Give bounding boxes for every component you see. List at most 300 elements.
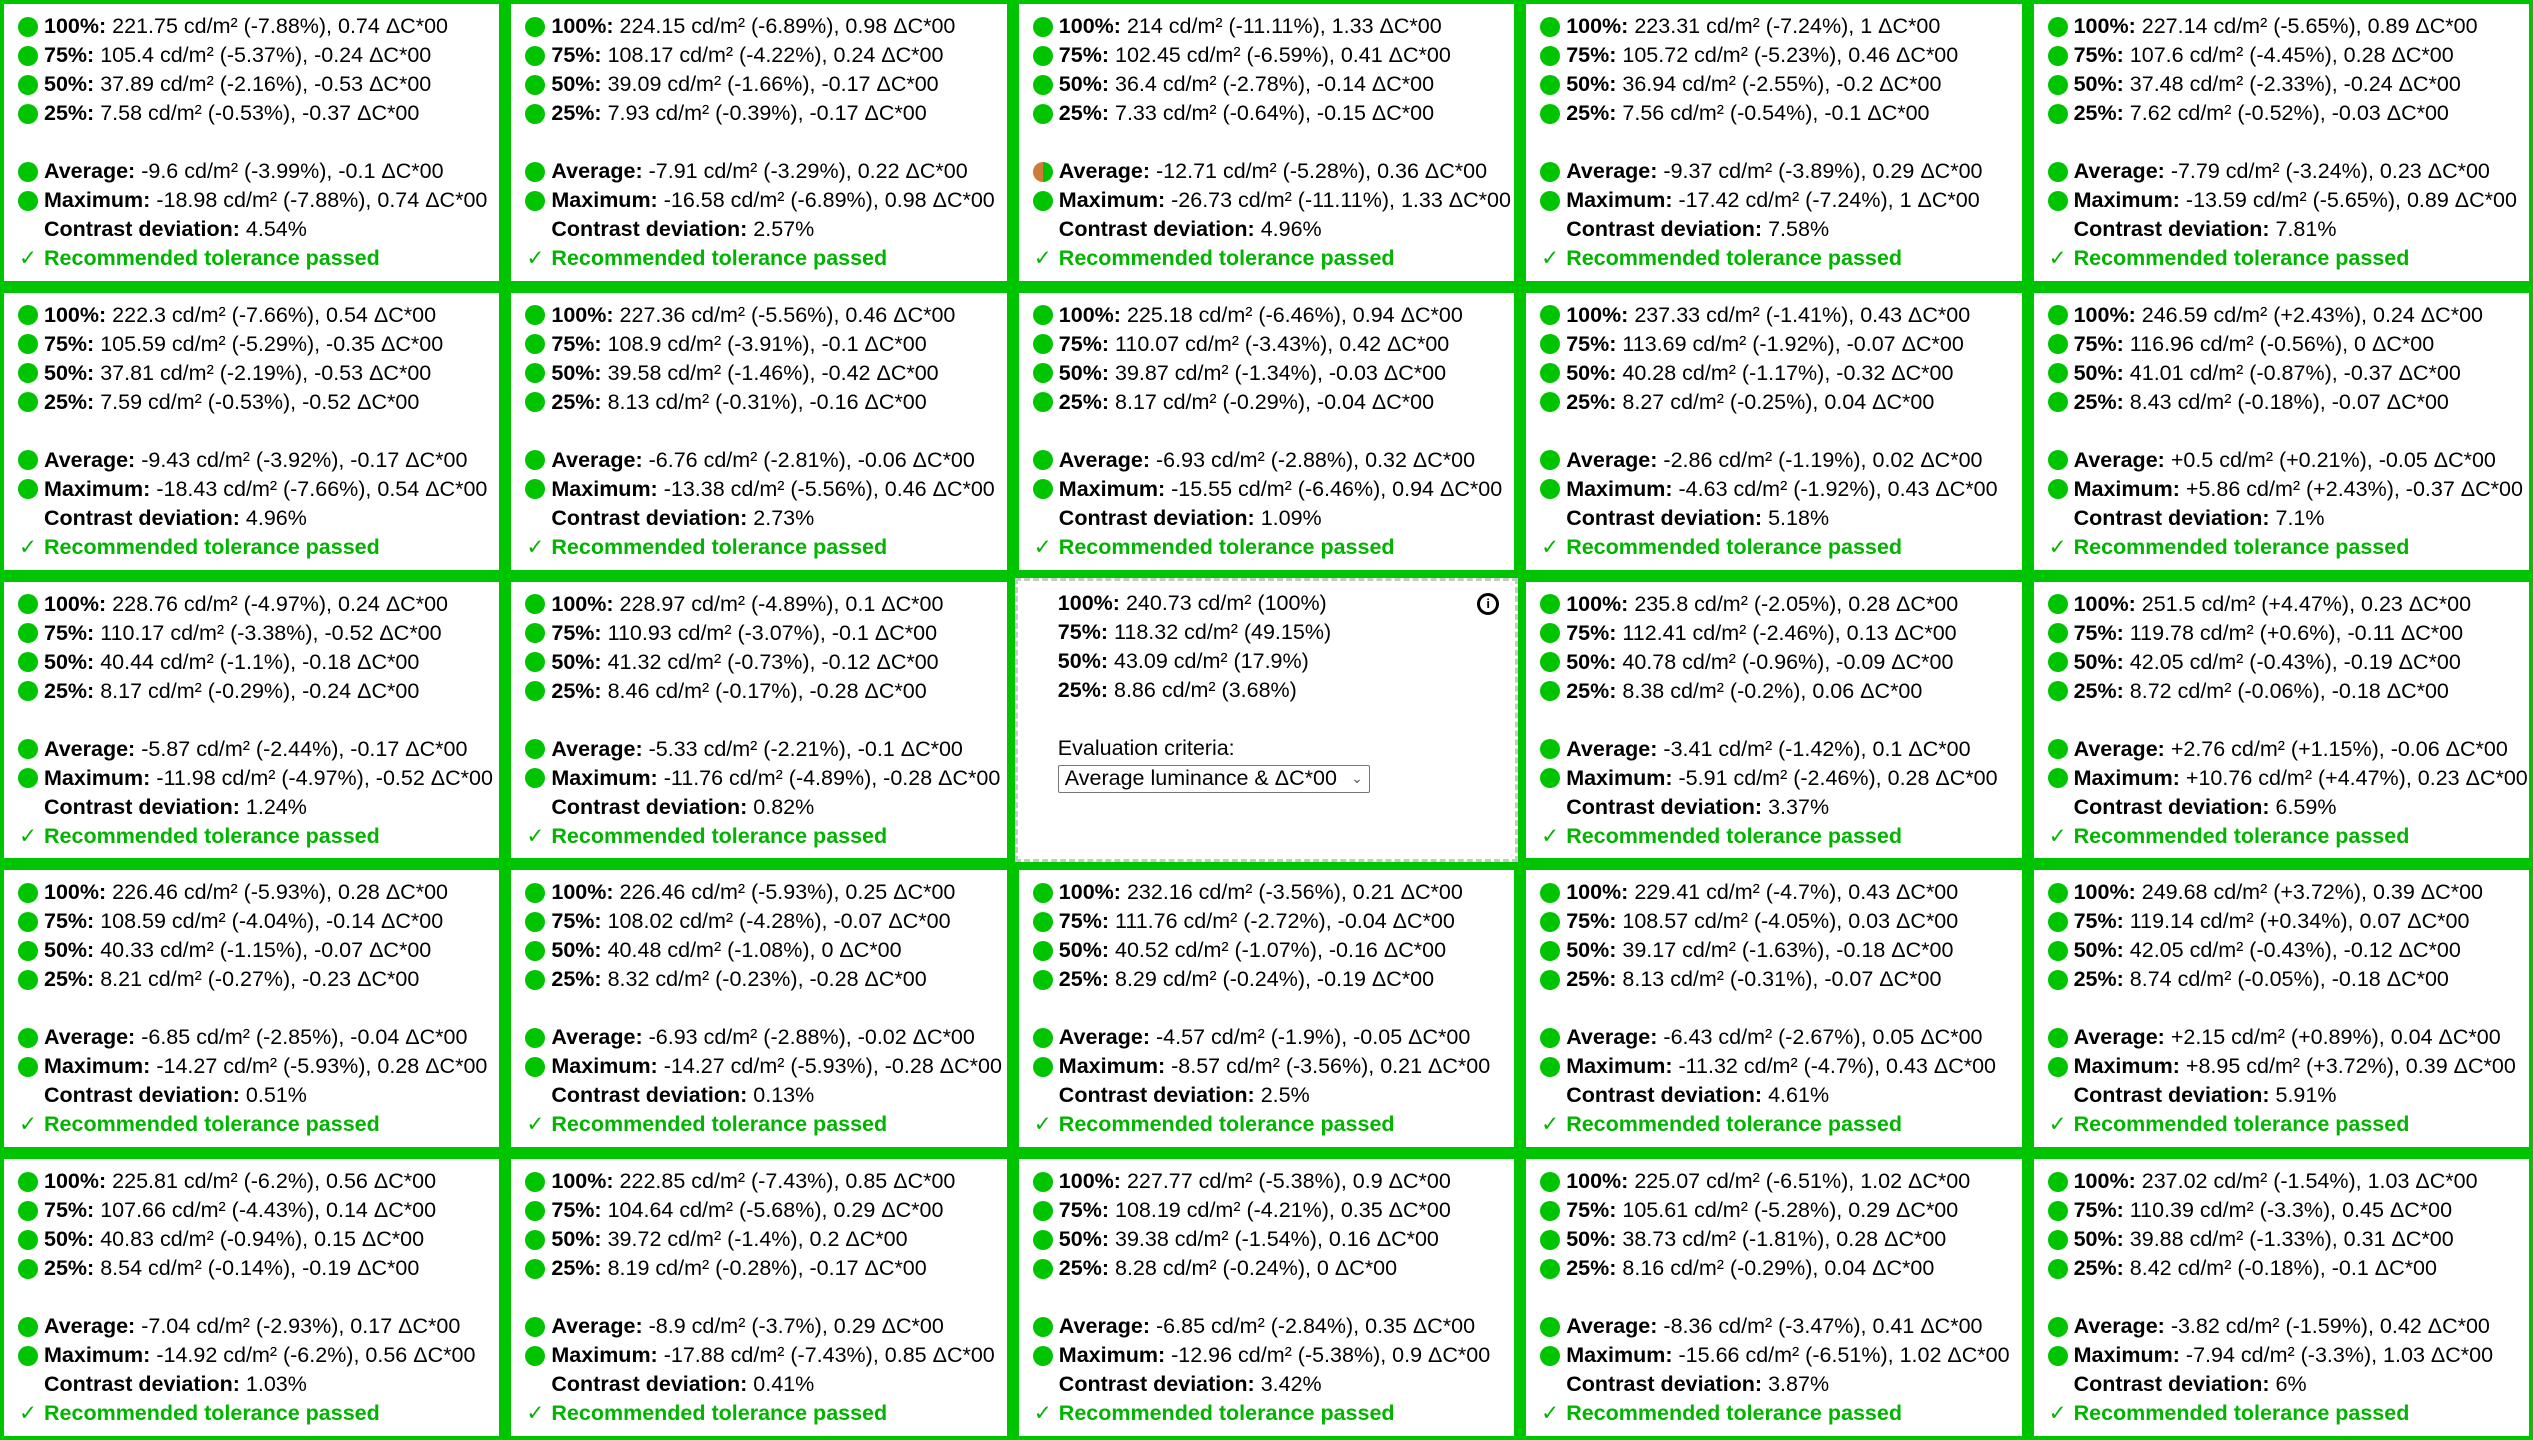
row-50 bbox=[1540, 70, 2011, 99]
row-25-label: 25%: bbox=[2073, 678, 2124, 703]
row-75 bbox=[525, 907, 996, 936]
row-tolerance bbox=[2048, 822, 2519, 851]
row-maximum bbox=[2048, 1052, 2519, 1081]
row-25 bbox=[2048, 965, 2519, 994]
row-75-label: 75%: bbox=[2073, 331, 2124, 356]
status-dot-icon bbox=[18, 1230, 38, 1250]
row-average bbox=[1540, 735, 2011, 764]
row-100 bbox=[2048, 301, 2519, 330]
row-average-label: Average: bbox=[551, 1025, 643, 1050]
row-50-value: 37.48 cd/m² (-2.33%), -0.24 ΔC*00 bbox=[2129, 72, 2461, 96]
row-maximum bbox=[2048, 1341, 2519, 1370]
row-25-value: 8.13 cd/m² (-0.31%), -0.16 ΔC*00 bbox=[607, 389, 927, 414]
row-50-value: 40.78 cd/m² (-0.96%), -0.09 ΔC*00 bbox=[1622, 649, 1954, 674]
row-maximum bbox=[1540, 186, 2011, 215]
status-dot-icon bbox=[2048, 970, 2068, 990]
status-dot-icon bbox=[1540, 941, 1560, 961]
check-icon: ✓ bbox=[18, 1112, 37, 1137]
check-icon: ✓ bbox=[2048, 1401, 2067, 1426]
row-maximum-value: -12.96 cd/m² (-5.38%), 0.9 ΔC*00 bbox=[1171, 1343, 1491, 1368]
row-75-label: 75%: bbox=[551, 1198, 602, 1223]
warning-dot-icon bbox=[1033, 162, 1053, 182]
row-contrast-label: Contrast deviation: bbox=[551, 1372, 748, 1397]
row-50-label: 50%: bbox=[551, 649, 602, 674]
row-50 bbox=[2048, 1225, 2519, 1254]
status-dot-icon bbox=[2048, 363, 2068, 383]
row-contrast bbox=[525, 504, 996, 533]
row-average-label: Average: bbox=[1566, 736, 1658, 761]
row-50-value: 39.38 cd/m² (-1.54%), 0.16 ΔC*00 bbox=[1115, 1227, 1439, 1252]
measurement-cell bbox=[507, 289, 1010, 574]
row-maximum-value: -13.38 cd/m² (-5.56%), 0.46 ΔC*00 bbox=[663, 476, 995, 501]
status-dot-icon bbox=[18, 479, 38, 499]
row-average-value: -2.86 cd/m² (-1.19%), 0.02 ΔC*00 bbox=[1663, 447, 1983, 472]
info-icon[interactable]: i bbox=[1477, 593, 1499, 615]
row-tolerance bbox=[525, 1110, 996, 1139]
row-100-value: 227.14 cd/m² (-5.65%), 0.89 ΔC*00 bbox=[2141, 14, 2478, 38]
row-75-value: 113.69 cd/m² (-1.92%), -0.07 ΔC*00 bbox=[1622, 331, 1964, 356]
status-dot-icon bbox=[18, 17, 38, 37]
row-average-label: Average: bbox=[2073, 1025, 2165, 1050]
row-contrast-label: Contrast deviation: bbox=[2073, 1372, 2270, 1397]
status-dot-icon bbox=[1540, 1201, 1560, 1221]
row-25 bbox=[525, 99, 996, 128]
status-dot-icon bbox=[1033, 912, 1053, 932]
row-25 bbox=[1033, 965, 1504, 994]
row-50-value: 40.48 cd/m² (-1.08%), 0 ΔC*00 bbox=[607, 938, 902, 963]
row-contrast-label: Contrast deviation: bbox=[1566, 505, 1763, 530]
row-25-value: 8.27 cd/m² (-0.25%), 0.04 ΔC*00 bbox=[1622, 389, 1935, 414]
row-50-label: 50%: bbox=[551, 938, 602, 963]
row-25-value: 7.58 cd/m² (-0.53%), -0.37 ΔC*00 bbox=[100, 101, 420, 125]
row-tolerance-label: Recommended tolerance passed bbox=[1058, 246, 1395, 270]
row-100-value: 225.81 cd/m² (-6.2%), 0.56 ΔC*00 bbox=[112, 1169, 437, 1194]
status-dot-icon bbox=[1033, 941, 1053, 961]
row-100-value: 222.3 cd/m² (-7.66%), 0.54 ΔC*00 bbox=[112, 302, 437, 327]
row-tolerance-label: Recommended tolerance passed bbox=[1058, 1112, 1395, 1137]
row-100-value: 224.15 cd/m² (-6.89%), 0.98 ΔC*00 bbox=[619, 14, 956, 38]
row-average bbox=[525, 446, 996, 475]
row-50-label: 50%: bbox=[44, 360, 95, 385]
status-dot-icon bbox=[2048, 191, 2068, 211]
row-25-value: 8.72 cd/m² (-0.06%), -0.18 ΔC*00 bbox=[2129, 678, 2449, 703]
row-average-value: -6.93 cd/m² (-2.88%), 0.32 ΔC*00 bbox=[1156, 447, 1476, 472]
row-50-value: 39.09 cd/m² (-1.66%), -0.17 ΔC*00 bbox=[607, 72, 939, 96]
measurement-cell bbox=[1522, 578, 2025, 863]
row-tolerance bbox=[2048, 1110, 2519, 1139]
row-maximum-label: Maximum: bbox=[1566, 1343, 1673, 1368]
status-dot-icon bbox=[18, 104, 38, 124]
row-maximum-value: -5.91 cd/m² (-2.46%), 0.28 ΔC*00 bbox=[1678, 765, 1998, 790]
row-25-value: 8.38 cd/m² (-0.2%), 0.06 ΔC*00 bbox=[1622, 678, 1923, 703]
status-dot-icon bbox=[1540, 883, 1560, 903]
row-tolerance-label: Recommended tolerance passed bbox=[1566, 534, 1902, 559]
check-icon: ✓ bbox=[18, 534, 37, 559]
row-average-value: -12.71 cd/m² (-5.28%), 0.36 ΔC*00 bbox=[1156, 159, 1488, 183]
status-dot-icon bbox=[1540, 623, 1560, 643]
status-dot-icon bbox=[1033, 970, 1053, 990]
row-50 bbox=[18, 648, 489, 677]
evaluation-criteria-value: Average luminance & ΔC*00 bbox=[1064, 766, 1337, 791]
row-100-value: 246.59 cd/m² (+2.43%), 0.24 ΔC*00 bbox=[2141, 302, 2483, 327]
row-100 bbox=[18, 301, 489, 330]
row-tolerance-label: Recommended tolerance passed bbox=[551, 246, 888, 270]
row-50-label: 50%: bbox=[2073, 649, 2124, 674]
row-maximum bbox=[525, 1341, 996, 1370]
row-maximum-label: Maximum: bbox=[551, 1054, 658, 1079]
row-contrast-value: 4.54% bbox=[245, 217, 307, 241]
measurement-cell bbox=[2030, 1155, 2533, 1440]
ref-p25-value: 8.86 cd/m² (3.68%) bbox=[1114, 677, 1297, 702]
status-dot-icon bbox=[525, 1317, 545, 1337]
check-icon: ✓ bbox=[526, 1401, 545, 1426]
row-100-label: 100%: bbox=[44, 880, 107, 905]
status-dot-icon bbox=[1033, 392, 1053, 412]
check-icon: ✓ bbox=[526, 534, 545, 559]
row-100 bbox=[525, 878, 996, 907]
row-100-value: 222.85 cd/m² (-7.43%), 0.85 ΔC*00 bbox=[619, 1169, 956, 1194]
row-tolerance-label: Recommended tolerance passed bbox=[44, 1401, 380, 1426]
status-dot-icon bbox=[525, 46, 545, 66]
row-average-label: Average: bbox=[2073, 1314, 2165, 1339]
row-contrast-value: 2.5% bbox=[1260, 1083, 1310, 1108]
row-25 bbox=[18, 965, 489, 994]
row-tolerance bbox=[18, 822, 489, 851]
row-tolerance bbox=[1540, 533, 2011, 562]
status-dot-icon bbox=[2048, 739, 2068, 759]
row-contrast bbox=[18, 215, 489, 244]
row-50-label: 50%: bbox=[2073, 360, 2124, 385]
row-50-value: 37.81 cd/m² (-2.19%), -0.53 ΔC*00 bbox=[100, 360, 432, 385]
row-25-value: 8.19 cd/m² (-0.28%), -0.17 ΔC*00 bbox=[607, 1256, 927, 1281]
row-100-label: 100%: bbox=[551, 591, 614, 616]
row-75-label: 75%: bbox=[1058, 909, 1109, 934]
ref-p100-value: 240.73 cd/m² (100%) bbox=[1125, 590, 1327, 615]
check-icon: ✓ bbox=[1033, 1112, 1052, 1137]
row-75-label: 75%: bbox=[1566, 909, 1617, 934]
row-contrast-label: Contrast deviation: bbox=[1566, 1372, 1763, 1397]
status-dot-icon bbox=[18, 334, 38, 354]
row-average bbox=[1540, 446, 2011, 475]
status-dot-icon bbox=[1033, 1230, 1053, 1250]
row-maximum-label: Maximum: bbox=[1566, 765, 1673, 790]
status-dot-icon bbox=[18, 768, 38, 788]
row-average bbox=[18, 1312, 489, 1341]
row-50-value: 42.05 cd/m² (-0.43%), -0.19 ΔC*00 bbox=[2129, 649, 2461, 674]
row-100-label: 100%: bbox=[1566, 880, 1629, 905]
row-75 bbox=[525, 619, 996, 648]
row-average bbox=[18, 735, 489, 764]
row-100 bbox=[1033, 12, 1504, 41]
row-50-label: 50%: bbox=[551, 1227, 602, 1252]
row-25-label: 25%: bbox=[551, 389, 602, 414]
check-icon: ✓ bbox=[18, 1401, 37, 1426]
row-50 bbox=[1540, 359, 2011, 388]
row-25-label: 25%: bbox=[1566, 967, 1617, 992]
row-100-label: 100%: bbox=[2073, 880, 2136, 905]
row-100 bbox=[1540, 301, 2011, 330]
status-dot-icon bbox=[2048, 1230, 2068, 1250]
row-maximum-label: Maximum: bbox=[551, 476, 658, 501]
ref-row-p25 bbox=[1058, 676, 1505, 705]
measurement-cell bbox=[0, 578, 503, 863]
row-25-label: 25%: bbox=[551, 678, 602, 703]
row-100 bbox=[525, 12, 996, 41]
row-100 bbox=[2048, 1167, 2519, 1196]
row-contrast bbox=[2048, 1370, 2519, 1399]
row-75-value: 116.96 cd/m² (-0.56%), 0 ΔC*00 bbox=[2129, 331, 2435, 356]
row-50 bbox=[2048, 648, 2519, 677]
status-dot-icon bbox=[1540, 305, 1560, 325]
row-maximum bbox=[18, 186, 489, 215]
row-75 bbox=[1540, 41, 2011, 70]
status-dot-icon bbox=[1540, 1230, 1560, 1250]
row-average bbox=[1033, 1023, 1504, 1052]
row-25 bbox=[525, 1254, 996, 1283]
row-100 bbox=[2048, 590, 2519, 619]
row-maximum-value: -18.43 cd/m² (-7.66%), 0.54 ΔC*00 bbox=[156, 476, 488, 501]
row-contrast-value: 6% bbox=[2275, 1372, 2307, 1397]
row-maximum bbox=[18, 1341, 489, 1370]
row-75-label: 75%: bbox=[1058, 1198, 1109, 1223]
row-50-value: 39.72 cd/m² (-1.4%), 0.2 ΔC*00 bbox=[607, 1227, 908, 1252]
row-100 bbox=[525, 590, 996, 619]
row-maximum-label: Maximum: bbox=[2073, 1054, 2180, 1079]
row-75-value: 105.72 cd/m² (-5.23%), 0.46 ΔC*00 bbox=[1622, 43, 1959, 67]
row-75-label: 75%: bbox=[44, 1198, 95, 1223]
status-dot-icon bbox=[18, 652, 38, 672]
row-maximum-label: Maximum: bbox=[551, 1343, 658, 1368]
check-icon: ✓ bbox=[2048, 823, 2067, 848]
row-75 bbox=[2048, 41, 2519, 70]
row-100-value: 227.77 cd/m² (-5.38%), 0.9 ΔC*00 bbox=[1126, 1169, 1451, 1194]
status-dot-icon bbox=[2048, 1028, 2068, 1048]
status-dot-icon bbox=[2048, 1346, 2068, 1366]
status-dot-icon bbox=[18, 1028, 38, 1048]
row-50-label: 50%: bbox=[1058, 360, 1109, 385]
row-100-value: 226.46 cd/m² (-5.93%), 0.28 ΔC*00 bbox=[112, 880, 448, 905]
row-75 bbox=[2048, 330, 2519, 359]
row-contrast-value: 7.81% bbox=[2275, 217, 2337, 241]
measurement-cell bbox=[2030, 578, 2533, 863]
row-tolerance-label: Recommended tolerance passed bbox=[551, 534, 888, 559]
row-average-label: Average: bbox=[2073, 159, 2165, 183]
row-100-value: 221.75 cd/m² (-7.88%), 0.74 ΔC*00 bbox=[112, 14, 448, 38]
status-dot-icon bbox=[1540, 652, 1560, 672]
row-contrast bbox=[18, 793, 489, 822]
row-average-label: Average: bbox=[44, 1025, 136, 1050]
row-contrast bbox=[2048, 504, 2519, 533]
status-dot-icon bbox=[525, 652, 545, 672]
measurement-cell bbox=[1522, 289, 2025, 574]
row-contrast-label: Contrast deviation: bbox=[2073, 505, 2270, 530]
status-dot-icon bbox=[18, 1346, 38, 1366]
row-contrast-value: 3.87% bbox=[1768, 1372, 1830, 1397]
status-dot-icon bbox=[1540, 17, 1560, 37]
row-contrast-value: 6.59% bbox=[2275, 794, 2337, 819]
row-100-label: 100%: bbox=[44, 1169, 107, 1194]
row-75 bbox=[1033, 330, 1504, 359]
row-100 bbox=[1033, 878, 1504, 907]
row-contrast-label: Contrast deviation: bbox=[2073, 1083, 2270, 1108]
row-100-value: 249.68 cd/m² (+3.72%), 0.39 ΔC*00 bbox=[2141, 880, 2483, 905]
row-maximum-value: -26.73 cd/m² (-11.11%), 1.33 ΔC*00 bbox=[1171, 188, 1511, 212]
row-contrast-value: 4.96% bbox=[245, 505, 307, 530]
row-contrast-label: Contrast deviation: bbox=[44, 1372, 240, 1397]
row-average-value: -7.91 cd/m² (-3.29%), 0.22 ΔC*00 bbox=[648, 159, 968, 183]
status-dot-icon bbox=[525, 1172, 545, 1192]
row-contrast-value: 3.42% bbox=[1260, 1372, 1322, 1397]
row-tolerance bbox=[1540, 822, 2011, 851]
row-contrast bbox=[1033, 1081, 1504, 1110]
status-dot-icon bbox=[1540, 594, 1560, 614]
row-tolerance-label: Recommended tolerance passed bbox=[44, 823, 380, 848]
row-100-label: 100%: bbox=[44, 591, 107, 616]
row-50-label: 50%: bbox=[2073, 938, 2124, 963]
row-average-value: -6.93 cd/m² (-2.88%), -0.02 ΔC*00 bbox=[648, 1025, 975, 1050]
status-dot-icon bbox=[2048, 75, 2068, 95]
ref-row-p50 bbox=[1058, 647, 1505, 676]
row-75-label: 75%: bbox=[1566, 43, 1617, 67]
row-maximum bbox=[1033, 186, 1511, 215]
row-50 bbox=[525, 1225, 996, 1254]
row-maximum-label: Maximum: bbox=[2073, 188, 2180, 212]
row-75 bbox=[1540, 330, 2011, 359]
row-75 bbox=[1033, 907, 1504, 936]
measurement-cell bbox=[0, 1155, 503, 1440]
status-dot-icon bbox=[1033, 1172, 1053, 1192]
row-contrast bbox=[525, 793, 996, 822]
row-75-value: 111.76 cd/m² (-2.72%), -0.04 ΔC*00 bbox=[1115, 909, 1455, 934]
status-dot-icon bbox=[1033, 104, 1053, 124]
status-dot-icon bbox=[2048, 623, 2068, 643]
status-dot-icon bbox=[2048, 1201, 2068, 1221]
row-average bbox=[525, 157, 996, 186]
status-dot-icon bbox=[2048, 883, 2068, 903]
row-75-value: 105.59 cd/m² (-5.29%), -0.35 ΔC*00 bbox=[100, 331, 444, 356]
row-25-label: 25%: bbox=[1566, 1256, 1617, 1281]
row-tolerance-label: Recommended tolerance passed bbox=[1566, 246, 1902, 270]
row-50-label: 50%: bbox=[44, 938, 95, 963]
row-contrast bbox=[18, 1081, 489, 1110]
row-contrast-label: Contrast deviation: bbox=[44, 505, 240, 530]
row-maximum-label: Maximum: bbox=[1566, 188, 1673, 212]
row-75 bbox=[1033, 1196, 1504, 1225]
row-25-value: 8.74 cd/m² (-0.05%), -0.18 ΔC*00 bbox=[2129, 967, 2449, 992]
row-50-label: 50%: bbox=[1566, 938, 1617, 963]
status-dot-icon bbox=[525, 191, 545, 211]
row-average-value: -7.04 cd/m² (-2.93%), 0.17 ΔC*00 bbox=[141, 1314, 461, 1339]
row-100-value: 235.8 cd/m² (-2.05%), 0.28 ΔC*00 bbox=[1634, 591, 1959, 616]
row-100-label: 100%: bbox=[2073, 302, 2136, 327]
row-100-value: 251.5 cd/m² (+4.47%), 0.23 ΔC*00 bbox=[2141, 591, 2472, 616]
row-100 bbox=[1033, 1167, 1504, 1196]
status-dot-icon bbox=[525, 623, 545, 643]
row-maximum-value: -14.27 cd/m² (-5.93%), -0.28 ΔC*00 bbox=[663, 1054, 1002, 1079]
row-50-value: 36.4 cd/m² (-2.78%), -0.14 ΔC*00 bbox=[1115, 72, 1435, 96]
row-maximum-label: Maximum: bbox=[44, 1054, 151, 1079]
row-tolerance-label: Recommended tolerance passed bbox=[2073, 1401, 2410, 1426]
evaluation-criteria-select[interactable] bbox=[1058, 765, 1370, 793]
row-50 bbox=[525, 648, 996, 677]
row-average-value: -3.82 cd/m² (-1.59%), 0.42 ΔC*00 bbox=[2170, 1314, 2490, 1339]
row-25 bbox=[18, 99, 489, 128]
status-dot-icon bbox=[2048, 450, 2068, 470]
row-75 bbox=[18, 619, 489, 648]
row-tolerance-label: Recommended tolerance passed bbox=[1058, 1401, 1395, 1426]
row-75-value: 107.66 cd/m² (-4.43%), 0.14 ΔC*00 bbox=[100, 1198, 437, 1223]
row-average bbox=[1033, 157, 1504, 186]
row-average-label: Average: bbox=[1566, 447, 1658, 472]
status-dot-icon bbox=[18, 191, 38, 211]
row-tolerance bbox=[18, 244, 489, 273]
row-75 bbox=[1033, 41, 1504, 70]
row-100-label: 100%: bbox=[1566, 1169, 1629, 1194]
measurement-cell bbox=[1015, 0, 1518, 285]
row-100 bbox=[1540, 1167, 2011, 1196]
status-dot-icon bbox=[1540, 75, 1560, 95]
row-average-value: -6.76 cd/m² (-2.81%), -0.06 ΔC*00 bbox=[648, 447, 975, 472]
row-25-value: 8.46 cd/m² (-0.17%), -0.28 ΔC*00 bbox=[607, 678, 927, 703]
row-average-value: +2.15 cd/m² (+0.89%), 0.04 ΔC*00 bbox=[2170, 1025, 2501, 1050]
row-50 bbox=[2048, 70, 2519, 99]
row-average bbox=[1033, 446, 1504, 475]
row-average-label: Average: bbox=[1566, 1314, 1658, 1339]
status-dot-icon bbox=[525, 75, 545, 95]
row-50 bbox=[1033, 70, 1504, 99]
row-75-label: 75%: bbox=[551, 43, 602, 67]
row-maximum-label: Maximum: bbox=[44, 188, 151, 212]
row-tolerance-label: Recommended tolerance passed bbox=[2073, 1112, 2410, 1137]
row-25 bbox=[2048, 388, 2519, 417]
row-100 bbox=[1540, 590, 2011, 619]
measurement-cell bbox=[1522, 866, 2025, 1151]
status-dot-icon bbox=[1033, 1346, 1053, 1366]
row-50-value: 39.88 cd/m² (-1.33%), 0.31 ΔC*00 bbox=[2129, 1227, 2454, 1252]
row-maximum-label: Maximum: bbox=[44, 1343, 151, 1368]
ref-p100-label: 100%: bbox=[1057, 590, 1120, 615]
status-dot-icon bbox=[1540, 681, 1560, 701]
row-75-value: 108.59 cd/m² (-4.04%), -0.14 ΔC*00 bbox=[100, 909, 444, 934]
row-75 bbox=[18, 1196, 489, 1225]
status-dot-icon bbox=[1033, 1057, 1053, 1077]
row-contrast-label: Contrast deviation: bbox=[551, 217, 748, 241]
row-75-label: 75%: bbox=[1058, 43, 1109, 67]
row-average-label: Average: bbox=[1566, 159, 1658, 183]
row-100-value: 228.97 cd/m² (-4.89%), 0.1 ΔC*00 bbox=[619, 591, 944, 616]
row-average-label: Average: bbox=[1058, 1025, 1151, 1050]
row-25-label: 25%: bbox=[1566, 101, 1617, 125]
row-100 bbox=[18, 1167, 489, 1196]
status-dot-icon bbox=[2048, 652, 2068, 672]
row-50-value: 40.52 cd/m² (-1.07%), -0.16 ΔC*00 bbox=[1115, 938, 1447, 963]
row-maximum-value: -4.63 cd/m² (-1.92%), 0.43 ΔC*00 bbox=[1678, 476, 1998, 501]
row-50-label: 50%: bbox=[44, 1227, 95, 1252]
measurement-cell bbox=[1015, 866, 1518, 1151]
row-contrast-value: 0.13% bbox=[753, 1083, 815, 1108]
row-50 bbox=[525, 359, 996, 388]
row-50 bbox=[1540, 1225, 2011, 1254]
row-100-label: 100%: bbox=[1566, 591, 1629, 616]
row-25-value: 8.17 cd/m² (-0.29%), -0.04 ΔC*00 bbox=[1115, 389, 1435, 414]
status-dot-icon bbox=[18, 681, 38, 701]
row-tolerance-label: Recommended tolerance passed bbox=[44, 246, 380, 270]
row-25 bbox=[18, 388, 489, 417]
row-50 bbox=[1540, 936, 2011, 965]
status-dot-icon bbox=[525, 768, 545, 788]
row-25 bbox=[2048, 1254, 2519, 1283]
row-maximum-value: +5.86 cd/m² (+2.43%), -0.37 ΔC*00 bbox=[2185, 476, 2523, 501]
